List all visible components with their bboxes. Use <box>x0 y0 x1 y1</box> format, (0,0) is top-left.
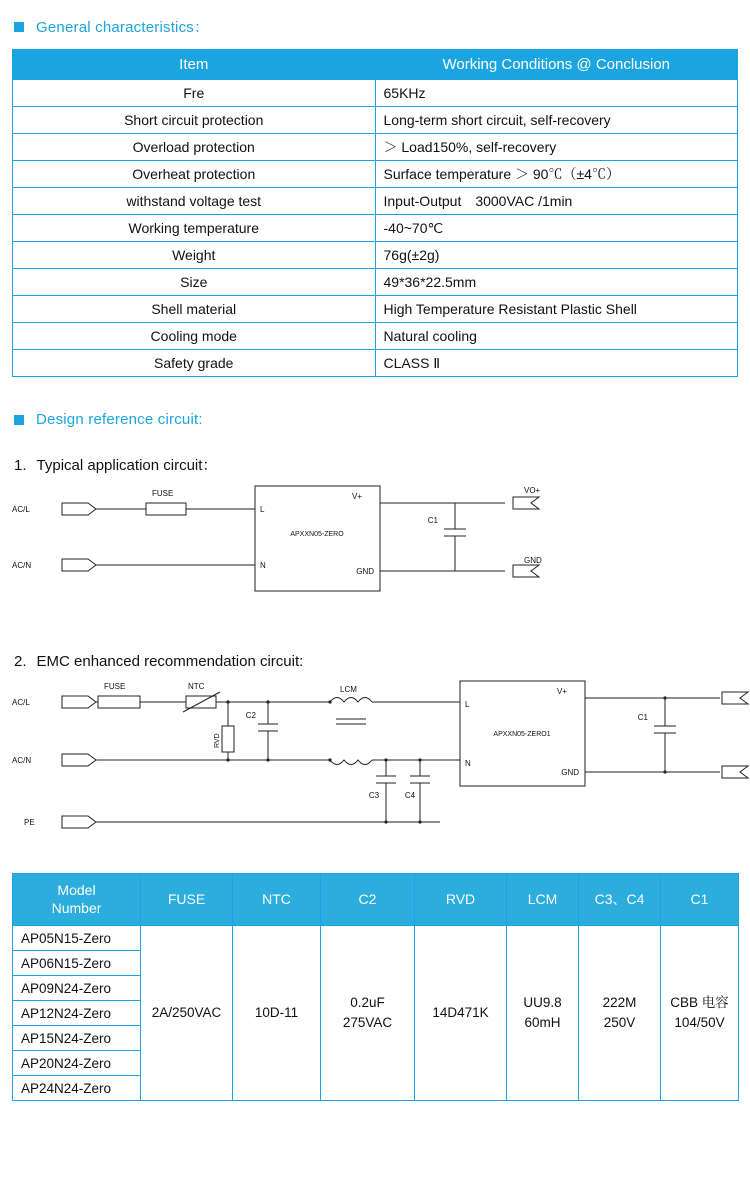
label-fuse: FUSE <box>152 489 174 498</box>
cell-value: High Temperature Resistant Plastic Shell <box>375 296 738 323</box>
cell-ntc: 10D-11 <box>233 926 321 1101</box>
table-row <box>13 296 738 323</box>
table-row <box>13 323 738 350</box>
label-pin-gnd: GND <box>561 768 579 777</box>
cell-model: AP06N15-Zero <box>13 951 141 976</box>
circuit2-caption: EMC enhanced recommendation circuit: <box>36 653 304 670</box>
cell-value: ＞ Load150%, self-recovery <box>375 134 738 161</box>
cell-rvd: 14D471K <box>415 926 507 1101</box>
circuit1-caption-row <box>0 454 750 475</box>
label-pin-l: L <box>260 505 265 514</box>
col-header-conditions: Working Conditions @ Conclusion <box>375 50 738 80</box>
section-title-design: Design reference circuit: <box>36 411 203 428</box>
col-header-c2: C2 <box>321 874 415 926</box>
cell-c2 <box>321 926 415 1101</box>
col-header-c1: C1 <box>661 874 739 926</box>
table-row <box>13 215 738 242</box>
label-ac-n: AC/N <box>12 756 32 765</box>
model-table-wrap <box>0 873 750 1101</box>
label-vo-plus: VO+ <box>524 486 541 495</box>
label-c2: C2 <box>245 711 256 720</box>
cell-item: Size <box>13 269 376 296</box>
label-module-2: APXXN05-ZERO1 <box>493 731 551 738</box>
cell-item: Fre <box>13 80 376 107</box>
table-row <box>13 188 738 215</box>
cell-model: AP09N24-Zero <box>13 976 141 1001</box>
label-ac-l: AC/L <box>12 698 30 707</box>
cell-item: Weight <box>13 242 376 269</box>
table-header-row <box>13 874 739 926</box>
label-pe: PE <box>24 818 35 827</box>
col-header-fuse: FUSE <box>141 874 233 926</box>
circuit1-caption: Typical application circuit： <box>36 457 218 474</box>
label-pin-gnd: GND <box>356 567 374 576</box>
circuit2-caption-row <box>0 653 750 670</box>
cell-item: Cooling mode <box>13 323 376 350</box>
label-pin-vplus: V+ <box>556 687 567 696</box>
table-row <box>13 350 738 377</box>
col-header-lcm: LCM <box>507 874 579 926</box>
label-pin-vplus: V+ <box>351 492 362 501</box>
square-bullet-icon <box>14 22 24 32</box>
section-header-design <box>0 411 750 428</box>
cell-model: AP05N15-Zero <box>13 926 141 951</box>
cell-lcm <box>507 926 579 1101</box>
cell-c2-line2: 275VAC <box>342 1015 393 1030</box>
label-c1: C1 <box>427 516 438 525</box>
label-pin-l: L <box>465 700 470 709</box>
section-title-general: General characteristics： <box>36 19 210 36</box>
circuit2-number: 2. <box>14 653 27 670</box>
cell-item: withstand voltage test <box>13 188 376 215</box>
cell-c1-line1: CBB 电容 <box>670 994 729 1010</box>
cell-value: -40~70℃ <box>375 215 738 242</box>
col-header-ntc: NTC <box>233 874 321 926</box>
table-row <box>13 161 738 188</box>
cell-value: CLASS Ⅱ <box>375 350 738 377</box>
table-header-row <box>13 50 738 80</box>
cell-item: Working temperature <box>13 215 376 242</box>
cell-value: Input-Output 3000VAC /1min <box>375 188 738 215</box>
label-lcm: LCM <box>340 685 357 694</box>
general-characteristics-table-wrap <box>0 49 750 377</box>
cell-item: Overheat protection <box>13 161 376 188</box>
cell-lcm-line2: 60mH <box>524 1015 561 1030</box>
cell-c3-c4 <box>579 926 661 1101</box>
label-pin-n: N <box>260 561 266 570</box>
col-header-model-line1: Model <box>57 882 96 898</box>
col-header-c3-c4: C3、C4 <box>579 874 661 926</box>
col-header-item: Item <box>13 50 376 80</box>
cell-item: Shell material <box>13 296 376 323</box>
table-row <box>13 242 738 269</box>
cell-c2-line1: 0.2uF <box>350 994 385 1010</box>
section-header-general <box>0 16 750 37</box>
cell-model: AP24N24-Zero <box>13 1076 141 1101</box>
square-bullet-icon <box>14 415 24 425</box>
label-out-gnd: GND <box>524 556 542 565</box>
model-component-table <box>12 873 739 1101</box>
cell-item: Overload protection <box>13 134 376 161</box>
cell-c1-line2: 104/50V <box>674 1015 725 1030</box>
circuit1-number: 1. <box>14 457 27 474</box>
cell-c34-line1: 222M <box>602 994 637 1010</box>
cell-value: Long-term short circuit, self-recovery <box>375 107 738 134</box>
cell-item: Safety grade <box>13 350 376 377</box>
label-module-1: APXXN05-ZERO <box>290 531 344 538</box>
cell-fuse: 2A/250VAC <box>141 926 233 1101</box>
cell-value: Surface temperature ＞ 90℃（±4℃） <box>375 161 738 188</box>
table-row <box>13 80 738 107</box>
table-row <box>13 134 738 161</box>
cell-model: AP12N24-Zero <box>13 1001 141 1026</box>
table-row <box>13 269 738 296</box>
emc-enhanced-circuit-diagram <box>0 676 750 851</box>
table-row <box>13 926 739 951</box>
cell-item: Short circuit protection <box>13 107 376 134</box>
label-fuse: FUSE <box>104 682 126 691</box>
table-row <box>13 107 738 134</box>
cell-c1 <box>661 926 739 1101</box>
cell-c34-line2: 250V <box>603 1015 636 1030</box>
label-ntc: NTC <box>188 682 205 691</box>
general-characteristics-table <box>12 49 738 377</box>
label-c1: C1 <box>637 713 648 722</box>
label-pin-n: N <box>465 759 471 768</box>
label-c3: C3 <box>368 791 380 800</box>
typical-application-circuit-diagram <box>0 481 750 611</box>
cell-value: 49*36*22.5mm <box>375 269 738 296</box>
label-ac-l: AC/L <box>12 505 30 514</box>
label-c4: C4 <box>404 791 416 800</box>
cell-model: AP20N24-Zero <box>13 1051 141 1076</box>
col-header-rvd: RVD <box>415 874 507 926</box>
label-rvd: RVD <box>214 733 221 748</box>
col-header-model-line2: Number <box>51 899 102 916</box>
cell-model: AP15N24-Zero <box>13 1026 141 1051</box>
cell-lcm-line1: UU9.8 <box>523 994 562 1010</box>
cell-value: Natural cooling <box>375 323 738 350</box>
label-ac-n: AC/N <box>12 561 32 570</box>
cell-value: 76g(±2g) <box>375 242 738 269</box>
col-header-model-number <box>13 874 141 926</box>
cell-value: 65KHz <box>375 80 738 107</box>
